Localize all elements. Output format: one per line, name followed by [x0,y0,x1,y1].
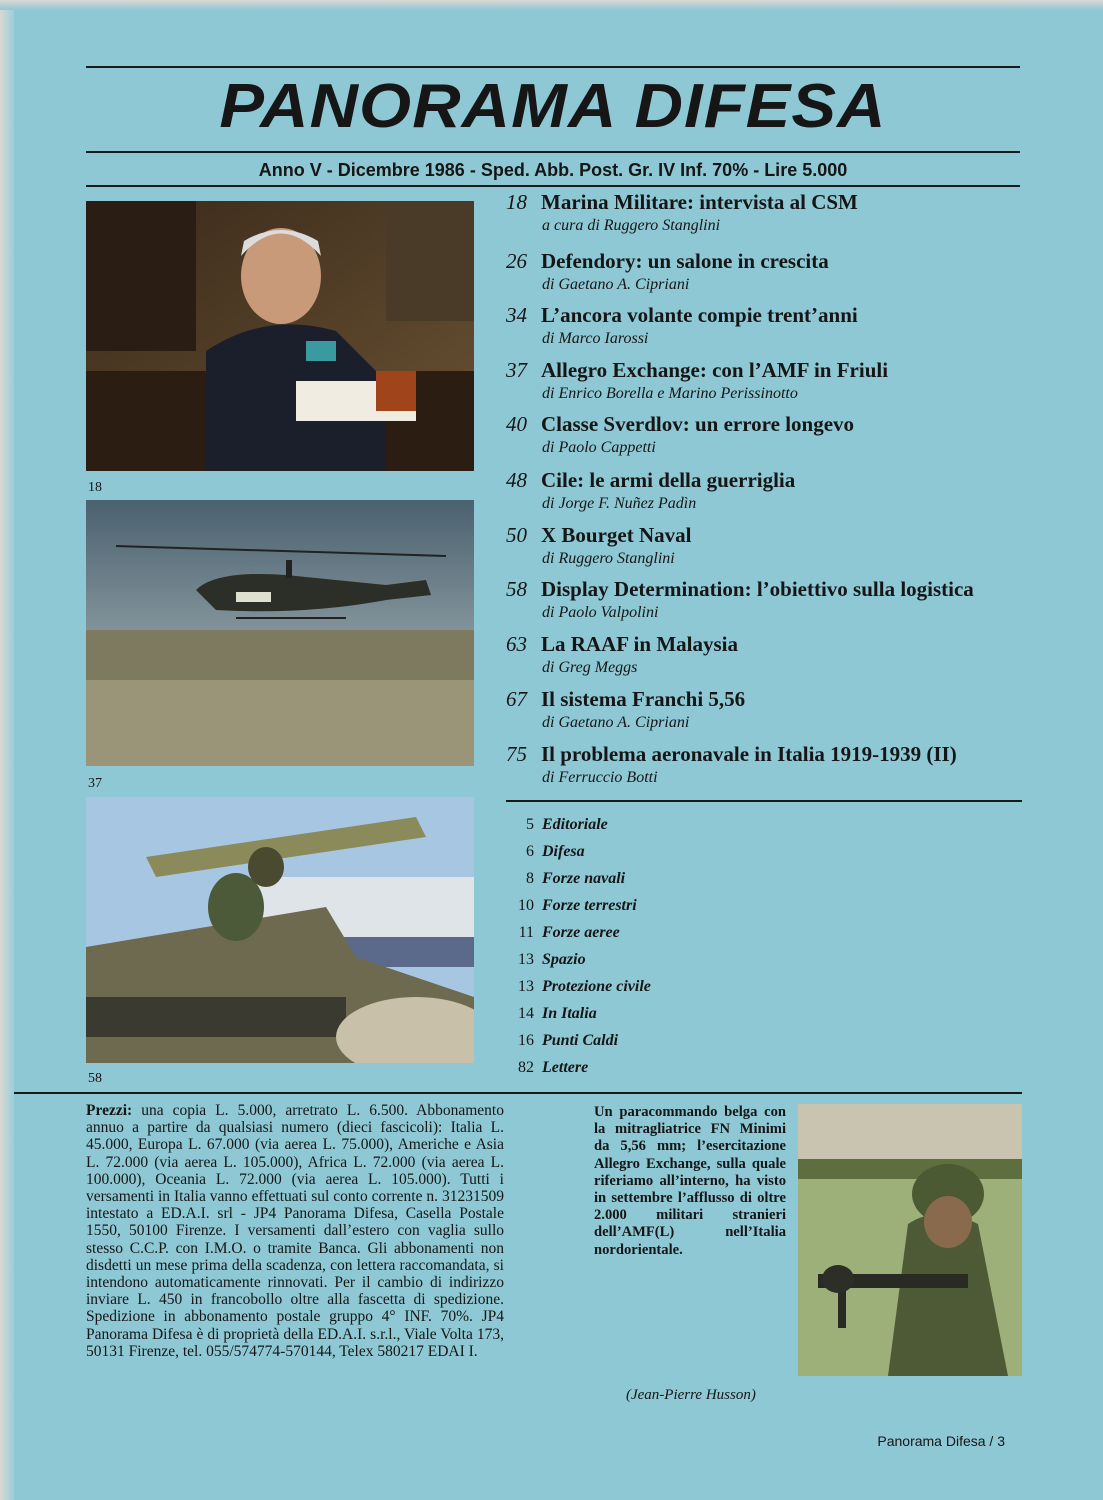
toc-title: Marina Militare: intervista al CSM [541,190,858,214]
toc-title: Cile: le armi della guerriglia [541,468,796,492]
page-footer: Panorama Difesa / 3 [877,1433,1005,1449]
rubric-title: Difesa [542,843,585,860]
toc-page-number: 48 [506,468,527,492]
photo-caption-number: 18 [88,480,102,495]
photo-helicopter [86,500,474,766]
rubric-page-number: 6 [526,843,534,860]
toc-page-number: 58 [506,577,527,601]
toc-title: Display Determination: l’obiettivo sulla logistica [541,577,974,601]
toc-title: Classe Sverdlov: un errore longevo [541,412,855,436]
photo-credit: (Jean-Pierre Husson) [626,1387,756,1403]
rubric-title: In Italia [542,1005,597,1022]
rubric-page-number: 14 [518,1005,534,1022]
toc-author: di Paolo Cappetti [542,439,656,456]
photo-naval-officer-image [86,201,474,471]
page-edge-top [0,0,1103,10]
rubric-title: Lettere [542,1059,589,1076]
toc-title: Defendory: un salone in crescita [541,249,829,273]
page-edge [0,0,14,1500]
toc-page-number: 75 [506,742,527,766]
rubric-title: Editoriale [542,816,608,833]
rubric-title: Protezione civile [542,978,651,995]
toc-author: di Gaetano A. Cipriani [542,276,690,293]
title-rule [86,151,1020,153]
rubric-title: Spazio [542,951,586,968]
photo-paratrooper-image [798,1104,1022,1376]
photo-caption-number: 37 [88,776,102,791]
toc-title: La RAAF in Malaysia [541,632,738,656]
toc-author: di Jorge F. Nuñez Padìn [542,495,697,512]
subscription-prices [86,1102,504,1360]
photo-armoured-vehicle-image [86,797,474,1063]
toc-author: a cura di Ruggero Stanglini [542,217,721,234]
rubric-title: Forze terrestri [542,897,637,914]
toc-page-number: 34 [506,303,527,327]
toc-page-number: 26 [506,249,527,273]
rubric-page-number: 82 [518,1059,534,1076]
toc-title: Allegro Exchange: con l’AMF in Friuli [541,358,889,382]
toc-author: di Enrico Borella e Marino Perissinotto [542,385,798,402]
toc-page-number: 18 [506,190,527,214]
toc-page-number: 50 [506,523,527,547]
rubric-page-number: 13 [518,951,534,968]
toc-title: Il problema aeronavale in Italia 1919-1939 (II) [541,742,957,766]
rubric-title: Punti Caldi [542,1032,619,1049]
rubric-title: Forze navali [542,870,626,887]
rubric-page-number: 16 [518,1032,534,1049]
toc-author: di Paolo Valpolini [542,604,659,621]
toc-page-number: 40 [506,412,527,436]
toc-page-number: 63 [506,632,527,656]
prices-text: una copia L. 5.000, arretrato L. 6.500. Abbonamento annuo a partire da qualsiasi numero (dieci fascicoli): Italia L. 45.000, Europa L. 67.000 (via aerea L. 75.000), Americhe e Asia L. 72.000 (via aerea L. 105.000), Africa L. 72.000 (via aerea L. 100.000), Oceania L. 72.000 (via aerea L. 105.000). Tutti i versamenti in Italia vanno effettuati sul conto corrente n. 31231509 intestato a ED.A.I. srl - JP4 Panorama Difesa, Casella Postale 1550, 50100 Firenze. I versamenti dall’estero con vaglia sullo stesso C.C.P. con I.M.O. o tramite Banca. Gli abbonamenti non disdetti un mese prima della scadenza, con lettera raccomandata, si intendono automaticamente rinnovati. Per il cambio di indirizzo inviare L. 450 in francobollo oltre alla fascetta di spedizione. Spedizione in abbonamento postale gruppo 4° INF. 70%. JP4 Panorama Difesa è di proprietà della ED.A.I. s.r.l., Viale Volta 173, 50131 Firenze, tel. 055/574774-570144, Telex 580217 EDAI I. [86,1102,504,1360]
toc-title: Il sistema Franchi 5,56 [541,687,746,711]
toc-author: di Marco Iarossi [542,330,649,347]
magazine-title: PANORAMA DIFESA [219,72,887,141]
issue-line: Anno V - Dicembre 1986 - Sped. Abb. Post. Gr. IV Inf. 70% - Lire 5.000 [258,160,848,180]
toc-divider [506,800,1022,802]
toc-author: di Gaetano A. Cipriani [542,714,690,731]
photo-paratrooper [798,1104,1022,1376]
cover-caption: Un paracommando belga con la mitragliatrice FN Minimi da 5,56 mm; l’esercitazione Allegro Exchange, sulla quale riferiamo all’interno, ha visto in settembre l’afflusso di oltre 2.000 militari stranieri dell’AMF(L) nell’Italia nordorientale. [594,1104,786,1258]
photo-helicopter-image [86,500,474,766]
rubric-title: Forze aeree [542,924,620,941]
photo-naval-officer [86,201,474,471]
toc-page-number: 67 [506,687,527,711]
photo-caption-number: 58 [88,1071,102,1086]
toc-title: X Bourget Naval [541,523,692,547]
toc-author: di Ferruccio Botti [542,769,658,786]
toc-page-number: 37 [506,358,527,382]
rubric-page-number: 8 [526,870,534,887]
rubric-page-number: 13 [518,978,534,995]
toc-author: di Greg Meggs [542,659,638,676]
rubric-page-number: 5 [526,816,534,833]
photo-armoured-vehicle [86,797,474,1063]
toc-title: L’ancora volante compie trent’anni [541,303,858,327]
rubric-page-number: 10 [518,897,534,914]
issue-rule [86,185,1020,187]
bottom-divider [14,1092,1022,1094]
rubric-page-number: 11 [518,924,534,941]
toc-author: di Ruggero Stanglini [542,550,675,567]
prices-label: Prezzi: [86,1102,133,1119]
